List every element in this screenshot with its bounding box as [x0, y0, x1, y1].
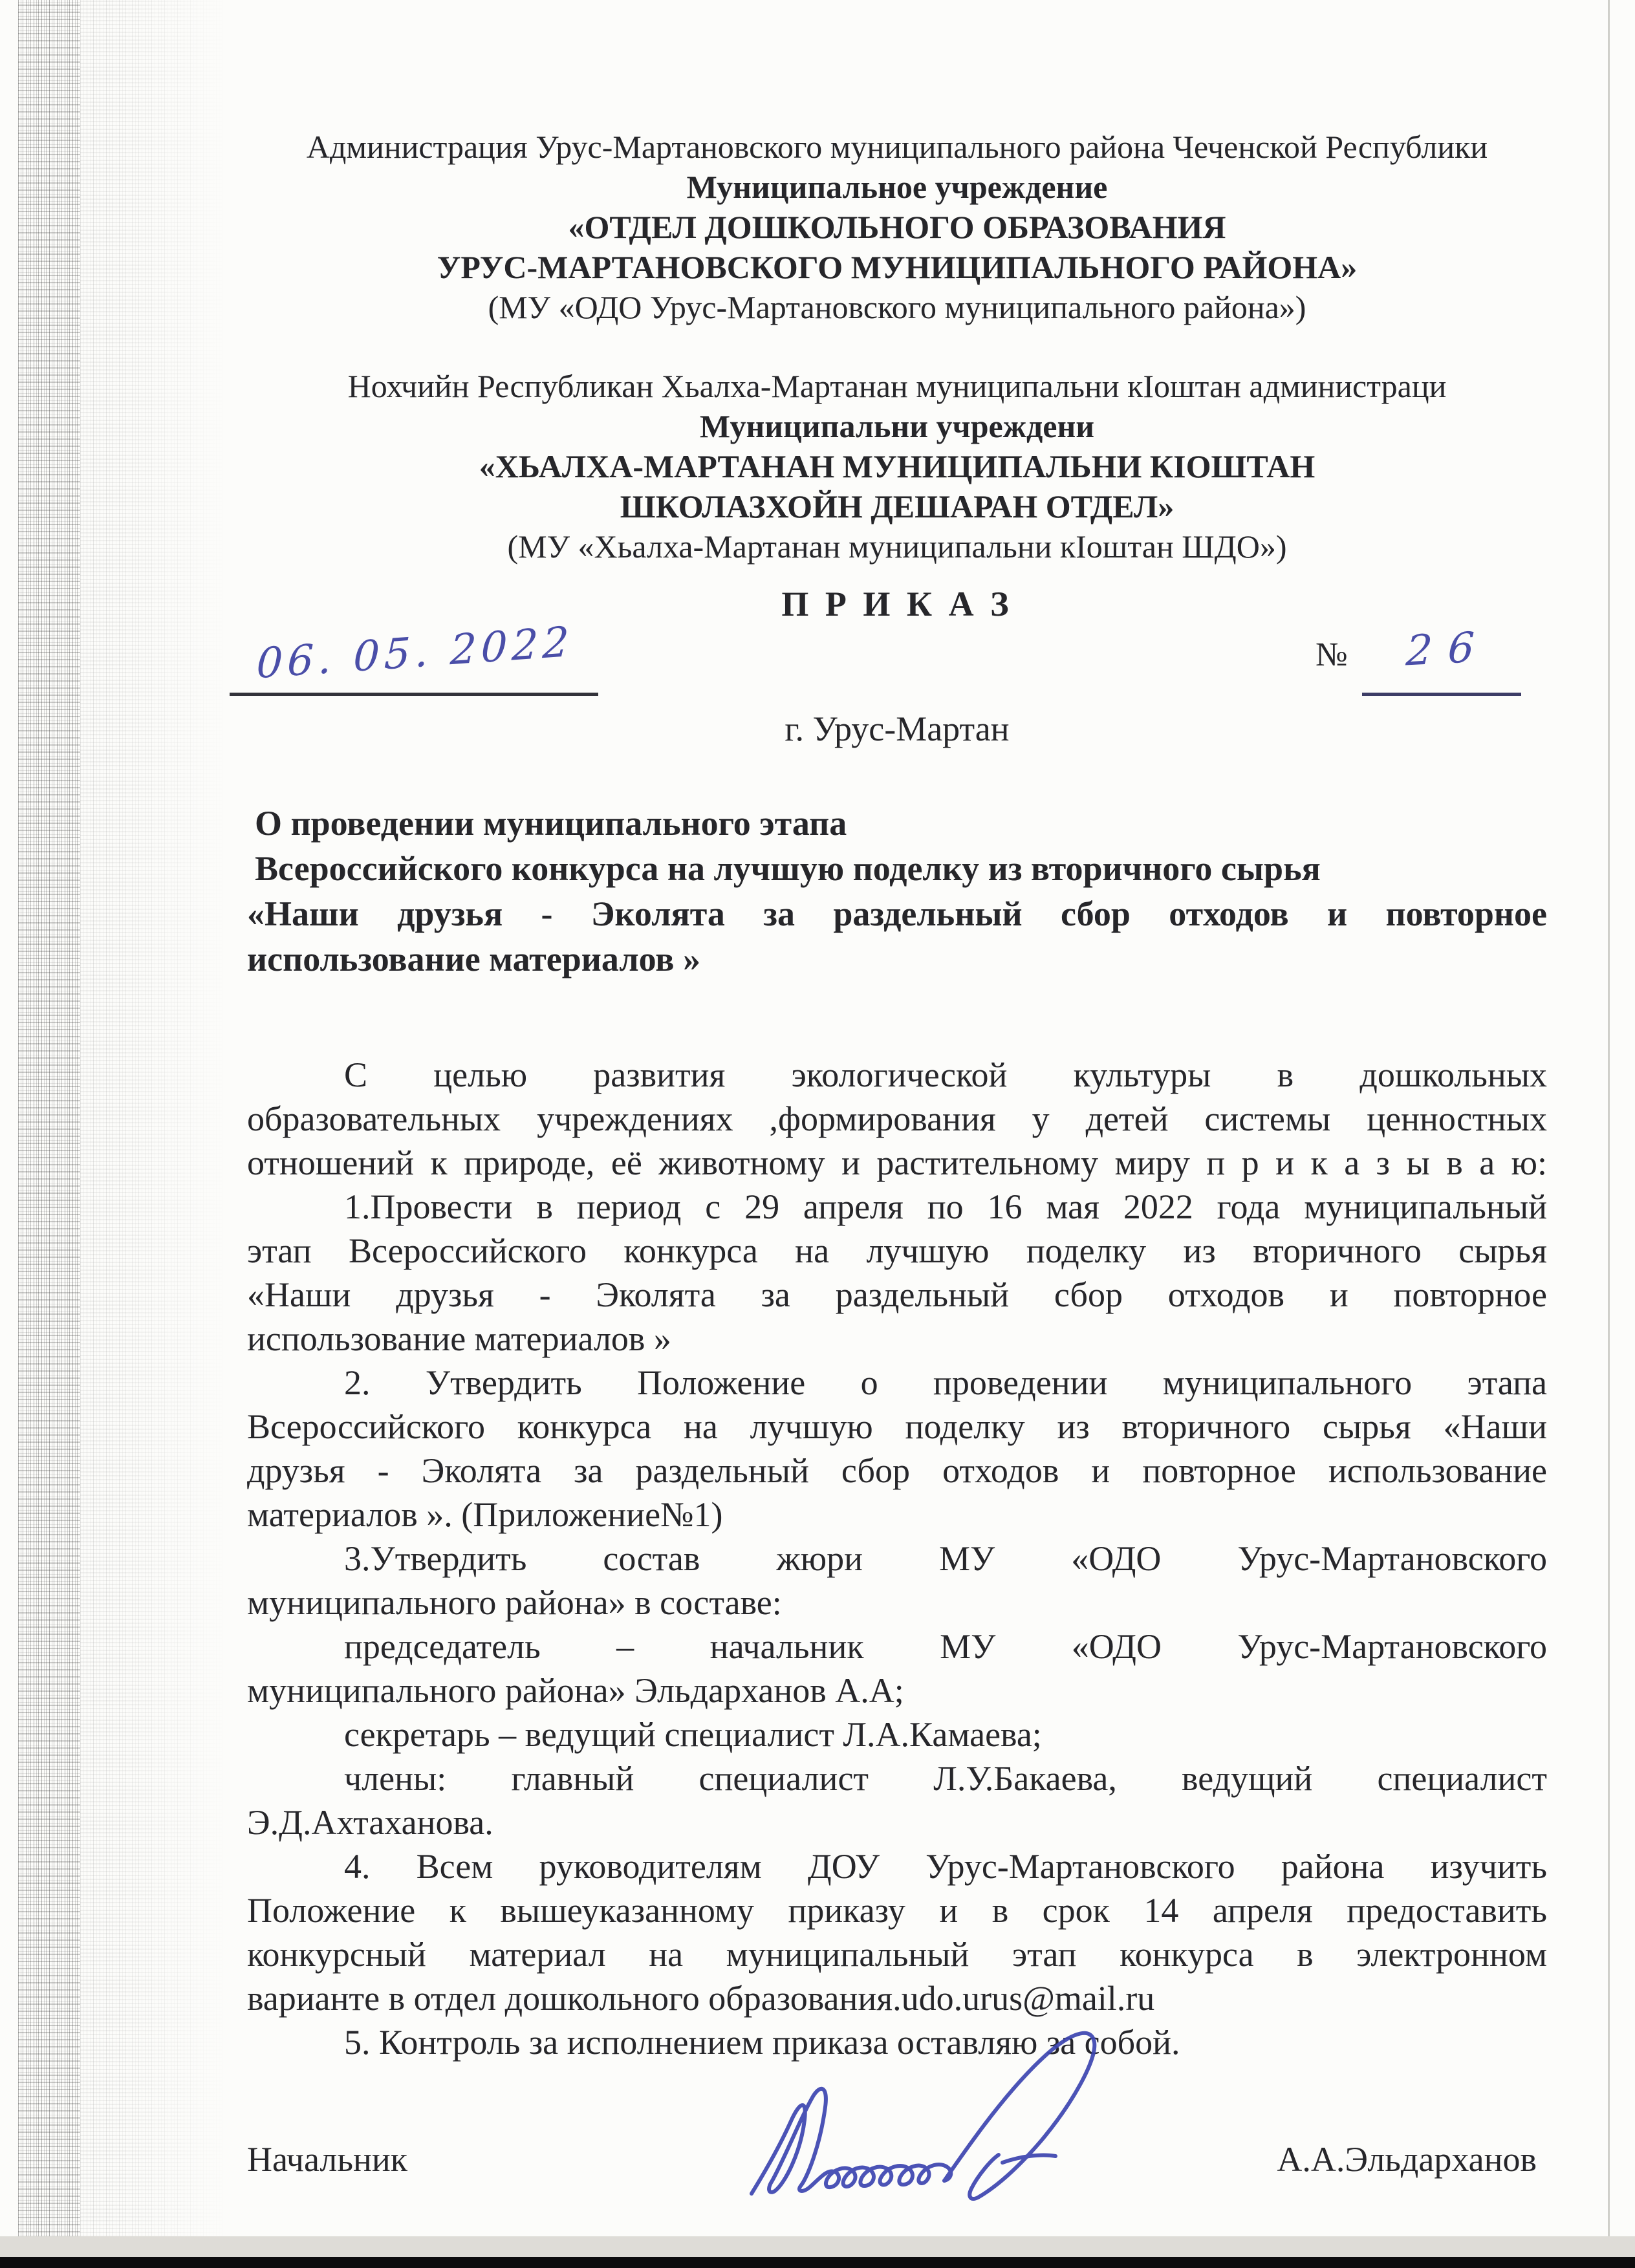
text-line: муниципального района» Эльдарханов А.А; [247, 1671, 904, 1710]
scan-noise-band-secondary [80, 0, 235, 2268]
text-line: конкурсный материал на муниципальный этап конкурса в электронном [247, 1935, 1547, 1974]
text-line: (МУ «Хьалха-Мартанан муниципальни кIоштан ШДО») [507, 528, 1287, 565]
text-line: члены: главный специалист Л.У.Бакаева, ведущий специалист [344, 1759, 1547, 1798]
scan-bottom-black-bar [0, 2257, 1635, 2268]
paragraph-item-4 [247, 1844, 1547, 2020]
text-line: 1.Провести в период с 29 апреля по 16 мая 2022 года муниципальный [344, 1187, 1547, 1226]
text-line: «ХЬАЛХА-МАРТАНАН МУНИЦИПАЛЬНИ КIОШТАН [479, 448, 1316, 484]
text-line: 4. Всем руководителям ДОУ Урус-Мартановского района изучить [344, 1847, 1547, 1886]
number-sign: № [1316, 636, 1348, 673]
text-line: УРУС-МАРТАНОВСКОГО МУНИЦИПАЛЬНОГО РАЙОНА» [437, 249, 1358, 285]
date-number-row [247, 618, 1547, 715]
text-line: 2. Утвердить Положение о проведении муниципального этапа [344, 1363, 1547, 1402]
text-line: Муниципальное учреждение [686, 169, 1108, 205]
scan-right-edge-line [1608, 0, 1610, 2268]
text-line: С целью развития экологической культуры в дошкольных [344, 1055, 1547, 1094]
text-line: использование материалов » [247, 940, 700, 978]
signatory-name: А.А.Эльдарханов [1277, 2140, 1537, 2179]
org-header-chechen [247, 366, 1547, 567]
signature-scribble-icon [737, 2024, 1138, 2212]
text-line: «Наши друзья - Эколята за раздельный сбор отходов и повторное [247, 1275, 1547, 1314]
text-line: «ОТДЕЛ ДОШКОЛЬНОГО ОБРАЗОВАНИЯ [568, 209, 1226, 245]
org-header-russian [247, 127, 1547, 327]
text-line: 5. Контроль за исполнением приказа оставляю за собой. [344, 2023, 1180, 2062]
text-line: этап Всероссийского конкурса на лучшую поделку из вторичного сырья [247, 1231, 1547, 1270]
text-line: варианте в отдел дошкольного образования.udo.urus@mail.ru [247, 1979, 1155, 2018]
city-line: г. Урус-Мартан [785, 709, 1010, 748]
position-label: Начальник [247, 2140, 408, 2179]
text-line: Положение к вышеуказанному приказу и в срок 14 апреля предоставить [247, 1891, 1547, 1930]
text-line: председатель – начальник МУ «ОДО Урус-Мартановского [344, 1627, 1547, 1666]
handwritten-number: 26 [1405, 623, 1491, 676]
scan-noise-band [18, 0, 80, 2268]
paragraph-purpose [247, 1053, 1547, 1185]
text-line: муниципального района» в составе: [247, 1583, 782, 1622]
text-line: друзья - Эколята за раздельный сбор отходов и повторное использование [247, 1451, 1547, 1490]
text-line: материалов ». (Приложение№1) [247, 1495, 723, 1534]
text-line: 3.Утвердить состав жюри МУ «ОДО Урус-Мартановского [344, 1539, 1547, 1578]
text-line: Нохчийн Республикан Хьалха-Мартанан муниципальни кIоштан администраци [347, 368, 1447, 404]
paragraph-members [247, 1756, 1547, 1844]
text-line: (МУ «ОДО Урус-Мартановского муниципального района») [488, 289, 1306, 325]
subject-block [247, 801, 1547, 982]
text-line: О проведении муниципального этапа [255, 804, 847, 843]
paragraph-item-2 [247, 1361, 1547, 1537]
text-line: секретарь – ведущий специалист Л.А.Камаева; [344, 1715, 1042, 1754]
paragraph-secretary [247, 1712, 1547, 1756]
text-line: Всероссийского конкурса на лучшую поделку из вторичного сырья [255, 849, 1321, 888]
text-line: Э.Д.Ахтаханова. [247, 1803, 493, 1842]
paragraph-item-3 [247, 1537, 1547, 1625]
text-line: ШКОЛАЗХОЙН ДЕШАРАН ОТДЕЛ» [620, 488, 1175, 524]
paragraph-item-1 [247, 1185, 1547, 1361]
text-line: образовательных учреждениях ,формирования у детей системы ценностных [247, 1099, 1547, 1138]
scan-bottom-gray-bar [0, 2236, 1635, 2257]
text-line: отношений к природе, её животному и растительному миру п р и к а з ы в а ю: [247, 1143, 1547, 1182]
order-title: П Р И К А З [781, 585, 1013, 623]
text-line: Администрация Урус-Мартановского муниципального района Чеченской Республики [306, 129, 1488, 165]
text-line: Муниципальни учреждени [699, 408, 1095, 444]
handwritten-date: 06. 05. 2022 [255, 618, 574, 689]
order-body [247, 1053, 1547, 2064]
text-line: «Наши друзья - Эколята за раздельный сбор отходов и повторное [247, 894, 1547, 933]
text-line: Всероссийского конкурса на лучшую поделку из вторичного сырья «Наши [247, 1407, 1547, 1446]
text-line: использование материалов » [247, 1319, 671, 1358]
paragraph-chairman [247, 1625, 1547, 1712]
